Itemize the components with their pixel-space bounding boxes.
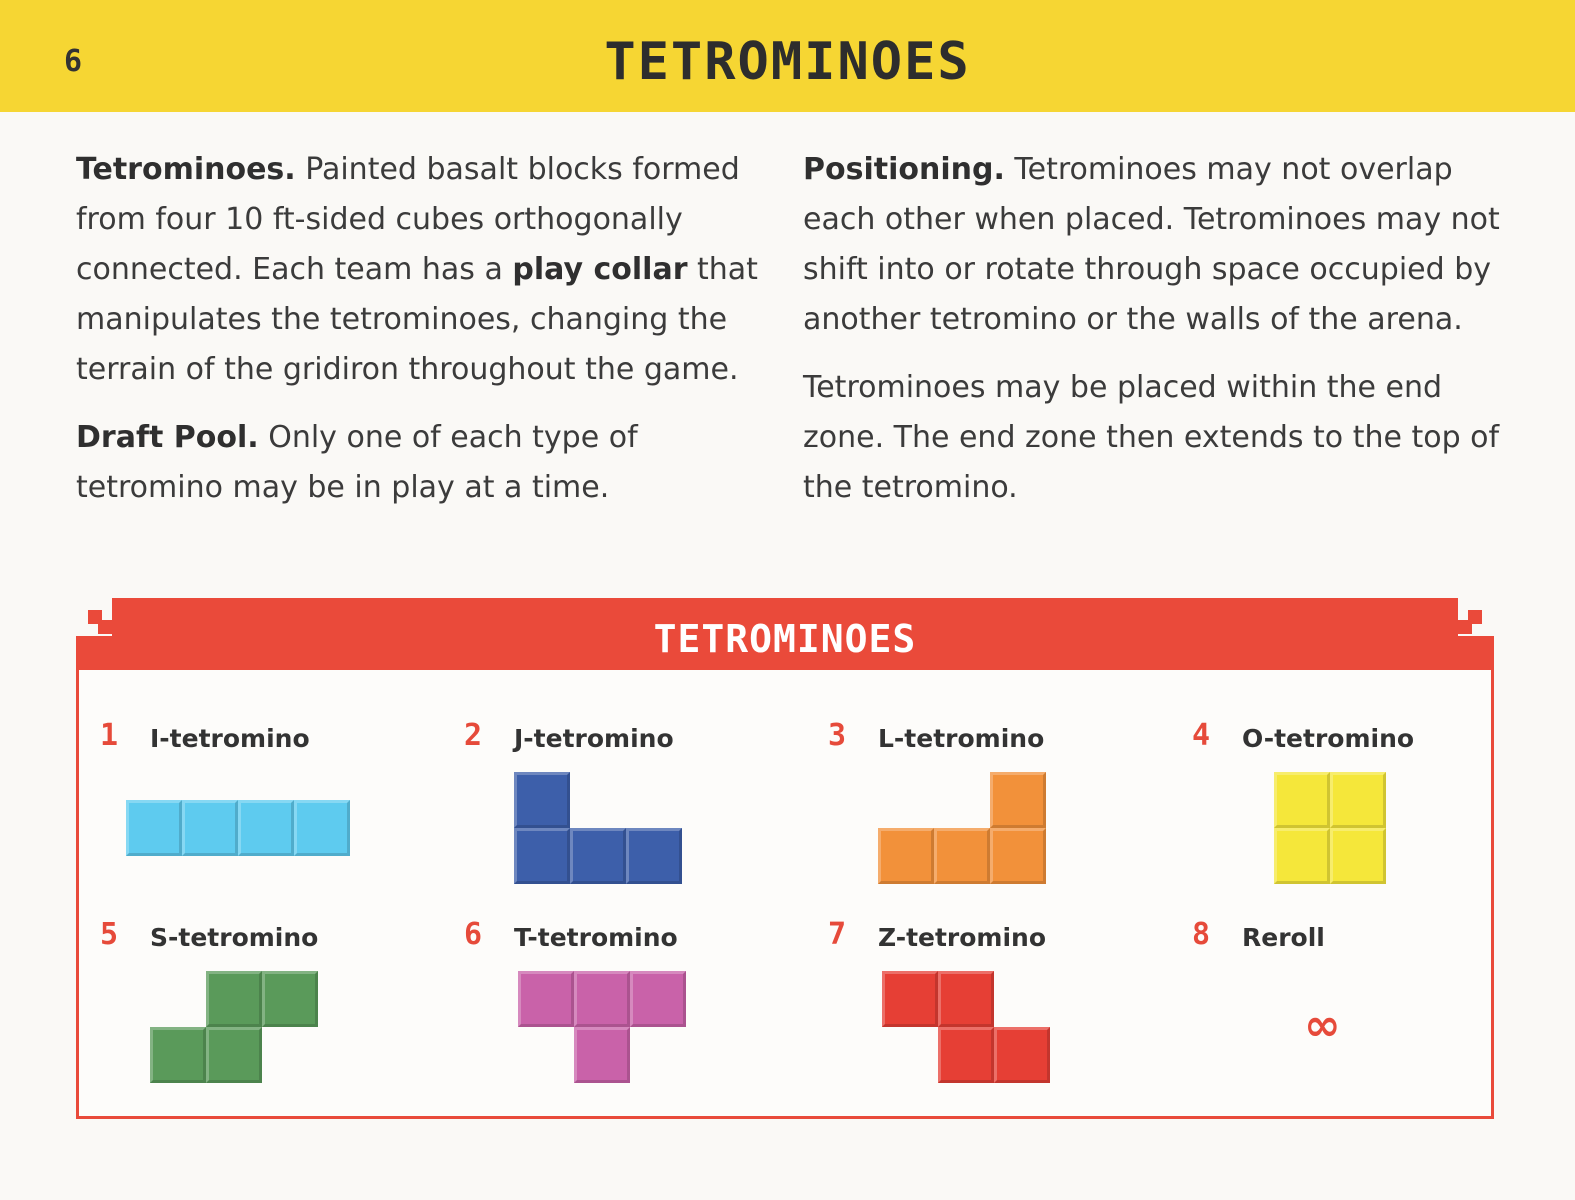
- item-number: 3: [828, 718, 847, 753]
- tetromino-cell: [182, 800, 238, 856]
- tetromino-cell: [206, 971, 262, 1027]
- tetromino-cell: [878, 828, 934, 884]
- tetromino-cell: [150, 1027, 206, 1083]
- tetromino-cell: [514, 772, 570, 828]
- tetromino-cell: [126, 800, 182, 856]
- tetromino-cell: [630, 971, 686, 1027]
- item-label: L-tetromino: [878, 724, 1045, 753]
- tetromino-cell: [262, 971, 318, 1027]
- tetromino-cell: [938, 971, 994, 1027]
- tetrominoes-text-b: that manipulates the tetrominoes, changing the terrain of the gridiron throughout the game.: [76, 252, 758, 387]
- panel-heading: TETROMINOES: [653, 617, 917, 661]
- tetromino-cell: [518, 971, 574, 1027]
- right-column: [803, 145, 1503, 531]
- item-label: I-tetromino: [150, 724, 310, 753]
- draft-pool-term: Draft Pool.: [76, 420, 259, 455]
- page-number: 6: [64, 44, 83, 79]
- tetromino-cell: [574, 1027, 630, 1083]
- item-label: O-tetromino: [1242, 724, 1415, 753]
- tetromino-cell: [994, 1027, 1050, 1083]
- tetromino-cell: [206, 1027, 262, 1083]
- item-number: 5: [100, 917, 119, 952]
- tetrominoes-text-a: Painted basalt blocks formed from four 10 ft-sided cubes orthogonally connected. Each team has a: [76, 152, 740, 287]
- tetrominoes-paragraph: [76, 145, 776, 395]
- page-header: [0, 0, 1575, 112]
- tetromino-cell: [882, 971, 938, 1027]
- item-label: S-tetromino: [150, 923, 319, 952]
- item-number: 7: [828, 917, 847, 952]
- positioning-term: Positioning.: [803, 152, 1005, 187]
- item-label: Z-tetromino: [878, 923, 1047, 952]
- end-zone-text: Tetrominoes may be placed within the end zone. The end zone then extends to the top of the tetromino.: [803, 370, 1500, 505]
- tetromino-cell: [1330, 828, 1386, 884]
- tetromino-cell: [238, 800, 294, 856]
- item-number: 8: [1192, 917, 1211, 952]
- item-number: 6: [464, 917, 483, 952]
- end-zone-paragraph: [803, 363, 1503, 513]
- positioning-paragraph: [803, 145, 1503, 345]
- tetromino-cell: [1274, 772, 1330, 828]
- play-collar-term: play collar: [512, 252, 688, 287]
- left-column: [76, 145, 776, 531]
- item-number: 2: [464, 718, 483, 753]
- tetromino-cell: [626, 828, 682, 884]
- tetromino-cell: [938, 1027, 994, 1083]
- item-number: 4: [1192, 718, 1211, 753]
- item-label: Reroll: [1242, 923, 1325, 952]
- tetromino-cell: [1274, 828, 1330, 884]
- tetromino-cell: [294, 800, 350, 856]
- item-label: J-tetromino: [514, 724, 674, 753]
- draft-pool-paragraph: [76, 413, 776, 513]
- item-label: T-tetromino: [514, 923, 678, 952]
- positioning-text: Tetrominoes may not overlap each other when placed. Tetrominoes may not shift into or rotate through space occupied by another tetromino or the walls of the arena.: [803, 152, 1500, 337]
- tetrominoes-term: Tetrominoes.: [76, 152, 296, 187]
- tetromino-cell: [1330, 772, 1386, 828]
- tetromino-cell: [514, 828, 570, 884]
- tetromino-cell: [570, 828, 626, 884]
- tetromino-cell: [990, 828, 1046, 884]
- infinity-icon: ∞: [1304, 1000, 1341, 1051]
- tetromino-cell: [990, 772, 1046, 828]
- tetromino-cell: [574, 971, 630, 1027]
- draft-pool-text: Only one of each type of tetromino may be in play at a time.: [76, 420, 638, 505]
- tetromino-cell: [934, 828, 990, 884]
- page-title: TETROMINOES: [604, 32, 971, 92]
- item-number: 1: [100, 718, 119, 753]
